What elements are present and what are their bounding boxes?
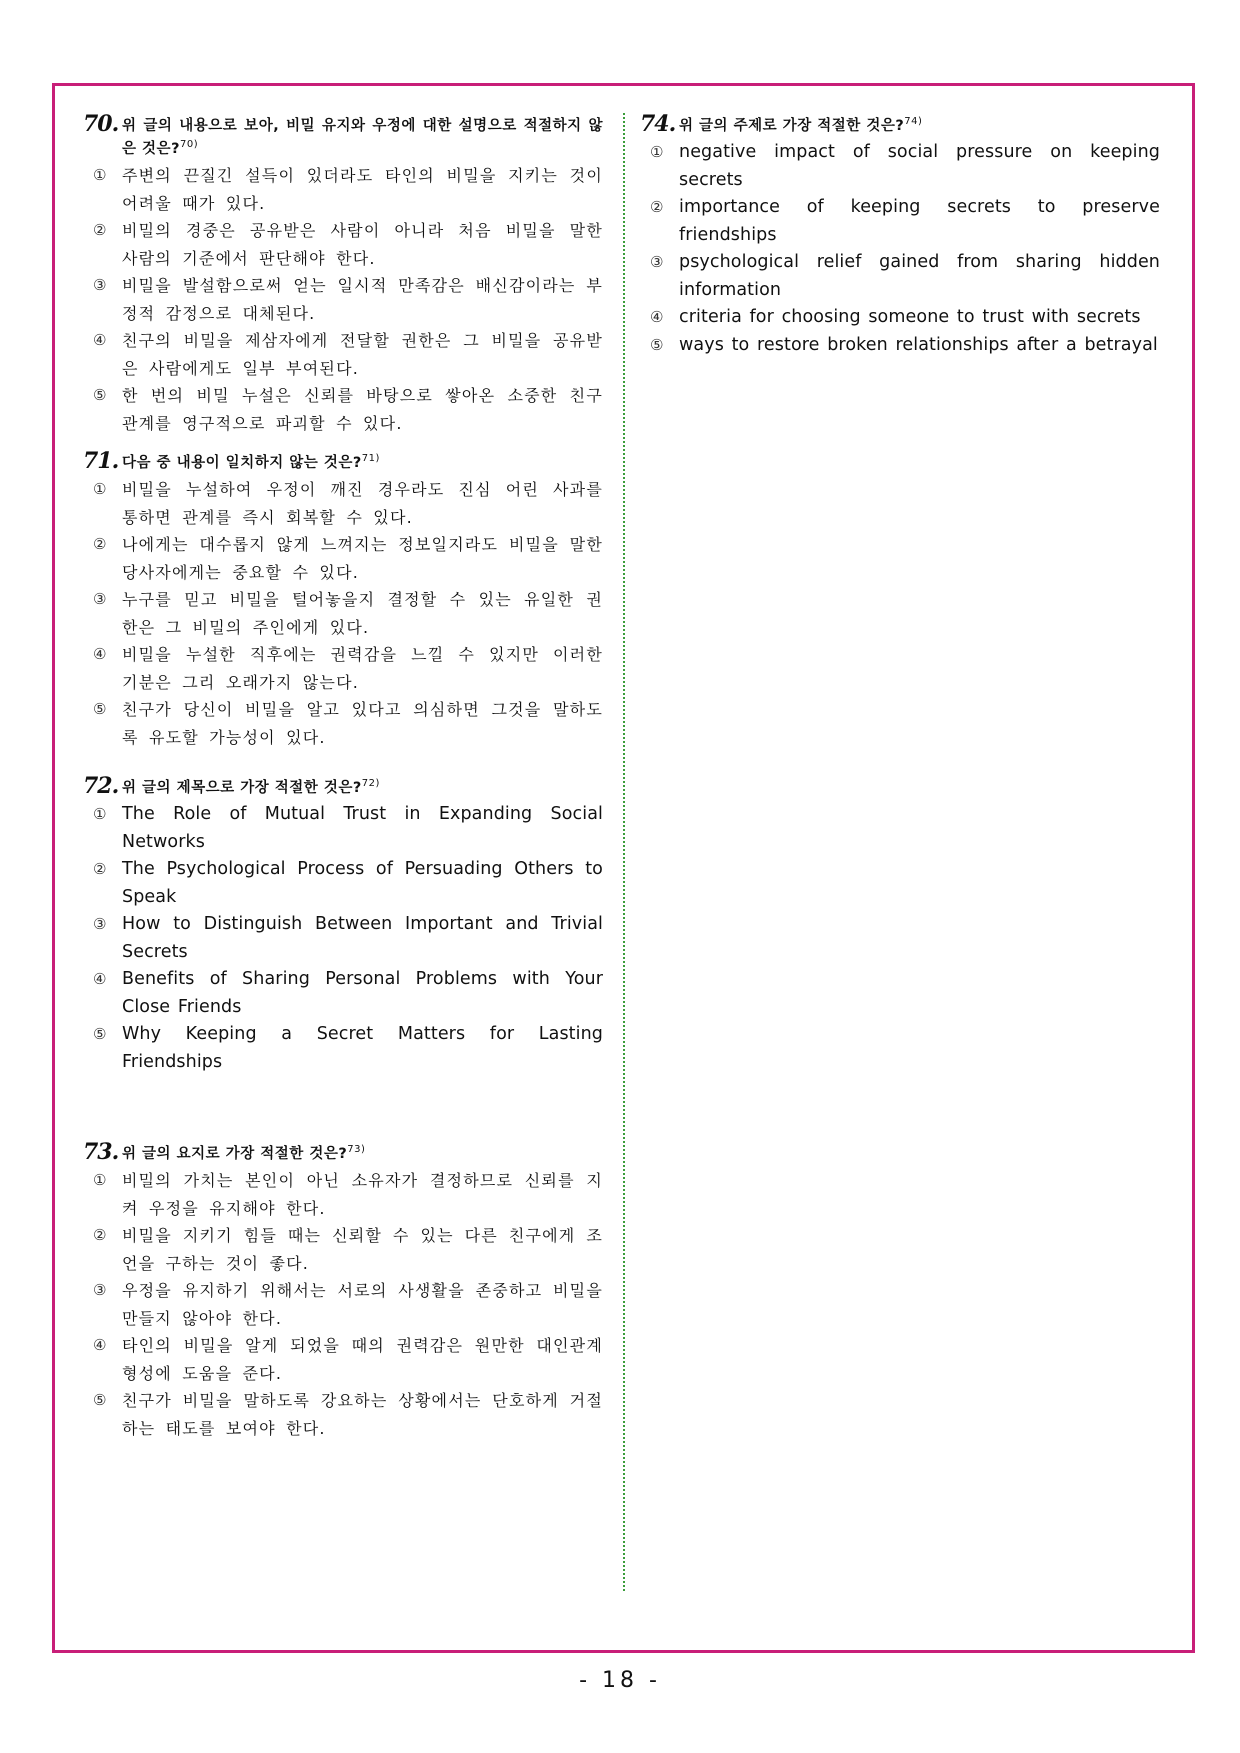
option-2[interactable] — [83, 856, 603, 911]
question-number: 70. — [83, 111, 119, 137]
option-3[interactable] — [83, 911, 603, 966]
question-74 — [640, 111, 1160, 359]
option-marker: ④ — [650, 308, 664, 326]
option-marker: ⑤ — [93, 386, 108, 404]
option-text: negative impact of social pressure on keeping secrets — [679, 142, 1160, 190]
option-2[interactable] — [83, 531, 603, 586]
option-text: criteria for choosing someone to trust with secrets — [679, 307, 1141, 327]
option-marker: ⑤ — [650, 335, 664, 354]
question-70 — [83, 111, 603, 437]
footnote-ref: 70) — [179, 139, 199, 151]
option-marker: ④ — [93, 970, 107, 988]
option-2[interactable] — [640, 194, 1160, 249]
option-marker: ② — [93, 221, 108, 239]
option-2[interactable] — [83, 1222, 603, 1277]
question-prompt: 위 글의 주제로 가장 적절한 것은? — [679, 118, 905, 134]
option-marker: ① — [93, 480, 108, 498]
option-text: 비밀을 누설한 직후에는 권력감을 느낄 수 있지만 이러한 기분은 그리 오래가지 않는다. — [122, 645, 603, 692]
option-marker: ① — [93, 1171, 108, 1189]
option-3[interactable] — [640, 249, 1160, 304]
option-text: 비밀의 가치는 본인이 아닌 소유자가 결정하므로 신뢰를 지켜 우정을 유지해야 한다. — [122, 1171, 603, 1218]
option-4[interactable] — [83, 327, 603, 382]
question-header — [83, 111, 603, 161]
option-4[interactable] — [83, 966, 603, 1021]
option-list — [83, 1167, 603, 1442]
option-text: 누구를 믿고 비밀을 털어놓을지 결정할 수 있는 유일한 권한은 그 비밀의 주인에게 있다. — [122, 590, 603, 637]
option-text: ways to restore broken relationships after a betrayal — [679, 334, 1158, 355]
option-marker: ④ — [93, 645, 108, 663]
option-text: The Psychological Process of Persuading Others to Speak — [122, 859, 603, 907]
option-text: importance of keeping secrets to preserve friendships — [679, 197, 1160, 245]
option-text: How to Distinguish Between Important and Trivial Secrets — [122, 914, 603, 962]
option-marker: ② — [650, 198, 664, 216]
option-5[interactable] — [83, 382, 603, 437]
option-1[interactable] — [83, 801, 603, 856]
footnote-ref: 71) — [361, 453, 380, 465]
question-prompt: 위 글의 내용으로 보아, 비밀 유지와 우정에 대한 설명으로 적절하지 않은 것은? — [122, 118, 603, 157]
option-5[interactable] — [640, 332, 1160, 360]
option-5[interactable] — [83, 1021, 603, 1076]
question-header — [83, 1139, 603, 1166]
option-marker: ④ — [93, 331, 108, 349]
question-number: 72. — [83, 773, 119, 799]
option-1[interactable] — [640, 139, 1160, 194]
question-prompt: 위 글의 제목으로 가장 적절한 것은? — [122, 780, 362, 796]
option-3[interactable] — [83, 272, 603, 327]
question-prompt: 다음 중 내용이 일치하지 않는 것은? — [122, 455, 362, 471]
option-3[interactable] — [83, 586, 603, 641]
option-marker: ⑤ — [93, 1391, 108, 1409]
option-marker: ② — [93, 860, 107, 878]
option-list — [640, 139, 1160, 359]
question-header — [83, 773, 603, 800]
option-text: The Role of Mutual Trust in Expanding Social Networks — [122, 804, 603, 852]
option-1[interactable] — [83, 162, 603, 217]
column-divider — [623, 113, 625, 1591]
option-list — [83, 476, 603, 751]
option-text: 비밀을 발설함으로써 얻는 일시적 만족감은 배신감이라는 부정적 감정으로 대체된다. — [122, 276, 603, 323]
option-text: Benefits of Sharing Personal Problems with Your Close Friends — [122, 969, 603, 1017]
option-text: 한 번의 비밀 누설은 신뢰를 바탕으로 쌓아온 소중한 친구 관계를 영구적으로 파괴할 수 있다. — [122, 386, 603, 433]
option-4[interactable] — [640, 304, 1160, 332]
option-text: psychological relief gained from sharing hidden information — [679, 252, 1160, 300]
option-marker: ③ — [650, 253, 664, 271]
question-prompt: 위 글의 요지로 가장 적절한 것은? — [122, 1146, 348, 1162]
option-marker: ② — [93, 1226, 108, 1244]
option-3[interactable] — [83, 1277, 603, 1332]
option-marker: ④ — [93, 1336, 108, 1354]
option-marker: ③ — [93, 590, 108, 608]
page-number: - 18 - — [579, 1668, 661, 1693]
option-marker: ⑤ — [93, 1025, 107, 1043]
question-header — [83, 448, 603, 475]
option-5[interactable] — [83, 1387, 603, 1442]
footnote-ref: 74) — [904, 116, 923, 128]
option-marker: ① — [650, 143, 664, 161]
option-4[interactable] — [83, 641, 603, 696]
option-4[interactable] — [83, 1332, 603, 1387]
footnote-ref: 72) — [361, 778, 380, 790]
option-text: 친구가 당신이 비밀을 알고 있다고 의심하면 그것을 말하도록 유도할 가능성이 있다. — [122, 700, 603, 747]
option-list — [83, 162, 603, 437]
option-marker: ⑤ — [93, 700, 108, 718]
option-text: 비밀을 누설하여 우정이 깨진 경우라도 진심 어린 사과를 통하면 관계를 즉시 회복할 수 있다. — [122, 480, 603, 527]
option-marker: ① — [93, 166, 108, 184]
question-73 — [83, 1139, 603, 1442]
option-2[interactable] — [83, 217, 603, 272]
footnote-ref: 73) — [347, 1144, 366, 1156]
option-marker: ② — [93, 535, 108, 553]
question-number: 73. — [83, 1139, 119, 1165]
option-5[interactable] — [83, 696, 603, 751]
option-list — [83, 801, 603, 1076]
option-text: 우정을 유지하기 위해서는 서로의 사생활을 존중하고 비밀을 만들지 않아야 한다. — [122, 1281, 603, 1328]
option-text: Why Keeping a Secret Matters for Lasting Friendships — [122, 1024, 603, 1072]
option-marker: ③ — [93, 915, 107, 933]
option-text: 비밀의 경중은 공유받은 사람이 아니라 처음 비밀을 말한 사람의 기준에서 판단해야 한다. — [122, 221, 603, 268]
option-marker: ① — [93, 805, 107, 823]
option-text: 친구가 비밀을 말하도록 강요하는 상황에서는 단호하게 거절하는 태도를 보여야 한다. — [122, 1391, 603, 1438]
option-1[interactable] — [83, 476, 603, 531]
question-number: 71. — [83, 448, 119, 474]
option-text: 타인의 비밀을 알게 되었을 때의 권력감은 원만한 대인관계 형성에 도움을 준다. — [122, 1336, 603, 1383]
question-72 — [83, 773, 603, 1076]
option-text: 주변의 끈질긴 설득이 있더라도 타인의 비밀을 지키는 것이 어려울 때가 있다. — [122, 166, 603, 213]
option-text: 친구의 비밀을 제삼자에게 전달할 권한은 그 비밀을 공유받은 사람에게도 일부 부여된다. — [122, 331, 603, 378]
question-71 — [83, 448, 603, 751]
option-marker: ③ — [93, 276, 108, 294]
option-text: 비밀을 지키기 힘들 때는 신뢰할 수 있는 다른 친구에게 조언을 구하는 것이 좋다. — [122, 1226, 603, 1273]
option-text: 나에게는 대수롭지 않게 느껴지는 정보일지라도 비밀을 말한 당사자에게는 중요할 수 있다. — [122, 535, 603, 582]
question-header — [640, 111, 1160, 138]
option-marker: ③ — [93, 1281, 108, 1299]
question-number: 74. — [640, 111, 676, 137]
option-1[interactable] — [83, 1167, 603, 1222]
